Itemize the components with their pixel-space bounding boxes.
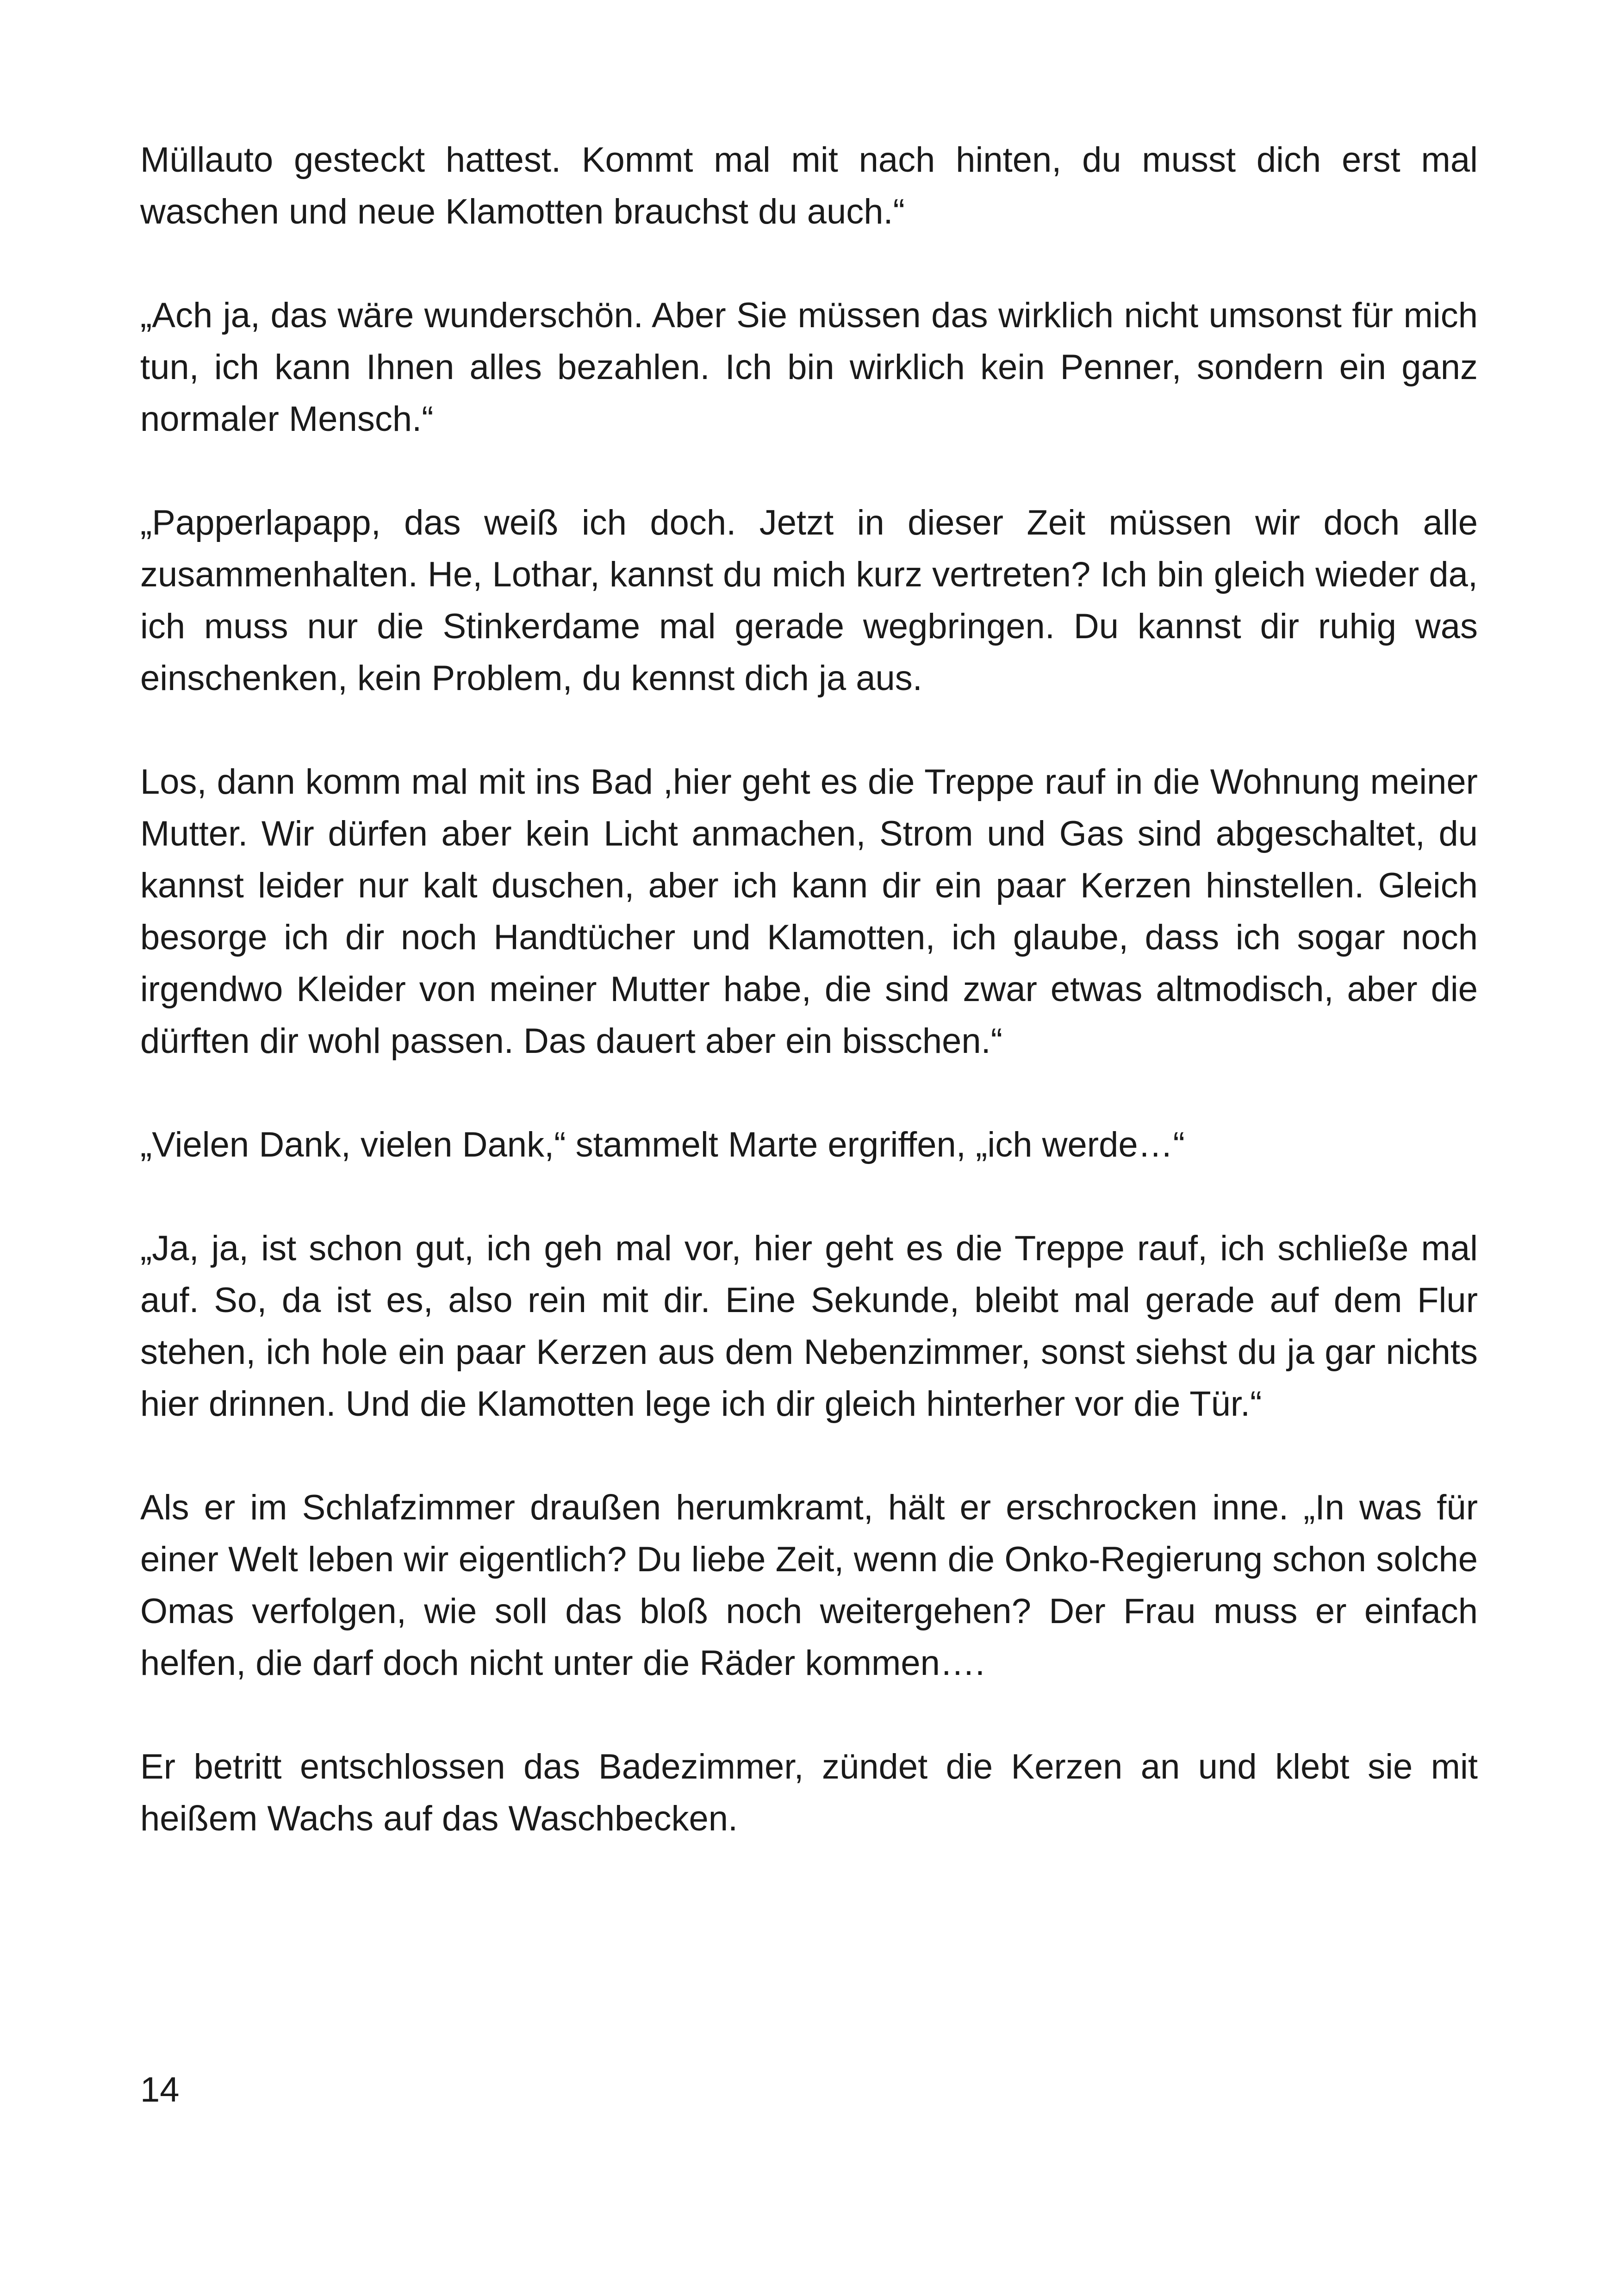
paragraph-7: Als er im Schlafzimmer draußen herumkramt, hält er erschrocken inne. „In was für einer Welt leben wir eigentlich? Du liebe Zeit, wenn die Onko-Regierung schon solche Omas verfolgen, wie soll das bloß noch weitergehen? Der Frau muss er einfach helfen, die darf doch nicht unter die Räder kommen….: [140, 1488, 1478, 1683]
paragraph-3: „Papperlapapp, das weiß ich doch. Jetzt in dieser Zeit müssen wir doch alle zusammenhalten. He, Lothar, kannst du mich kurz vertreten? Ich bin gleich wieder da, ich muss nur die Stinkerdame mal gerade wegbringen. Du kannst dir ruhig was einschenken, kein Problem, du kennst dich ja aus.: [140, 503, 1478, 698]
paragraph-8: Er betritt entschlossen das Badezimmer, zündet die Kerzen an und klebt sie mit heißem Wachs auf das Waschbecken.: [140, 1747, 1478, 1838]
paragraph-6: „Ja, ja, ist schon gut, ich geh mal vor, hier geht es die Treppe rauf, ich schließe mal auf. So, da ist es, also rein mit dir. Eine Sekunde, bleibt mal gerade auf dem Flur stehen, ich hole ein paar Kerzen aus dem Nebenzimmer, sonst siehst du ja gar nichts hier drinnen. Und die Klamotten lege ich dir gleich hinterher vor die Tür.“: [140, 1229, 1478, 1424]
page-number: 14: [140, 2070, 180, 2109]
paragraph-5: „Vielen Dank, vielen Dank,“ stammelt Marte ergriffen, „ich werde…“: [140, 1125, 1185, 1164]
paragraph-1: Müllauto gesteckt hattest. Kommt mal mit nach hinten, du musst dich erst mal waschen und neue Klamotten brauchst du auch.“: [140, 140, 1478, 231]
paragraph-2: „Ach ja, das wäre wunderschön. Aber Sie müssen das wirklich nicht umsonst für mich tun, ich kann Ihnen alles bezahlen. Ich bin wirklich kein Penner, sondern ein ganz normaler Mensch.“: [140, 296, 1478, 439]
paragraph-4: Los, dann komm mal mit ins Bad ,hier geht es die Treppe rauf in die Wohnung meiner Mutter. Wir dürfen aber kein Licht anmachen, Strom und Gas sind abgeschaltet, du kannst leider nur kalt duschen, aber ich kann dir ein paar Kerzen hinstellen. Gleich besorge ich dir noch Handtücher und Klamotten, ich glaube, dass ich sogar noch irgendwo Kleider von meiner Mutter habe, die sind zwar etwas altmodisch, aber die dürften dir wohl passen. Das dauert aber ein bisschen.“: [140, 762, 1478, 1061]
body-text: [140, 134, 1478, 1845]
